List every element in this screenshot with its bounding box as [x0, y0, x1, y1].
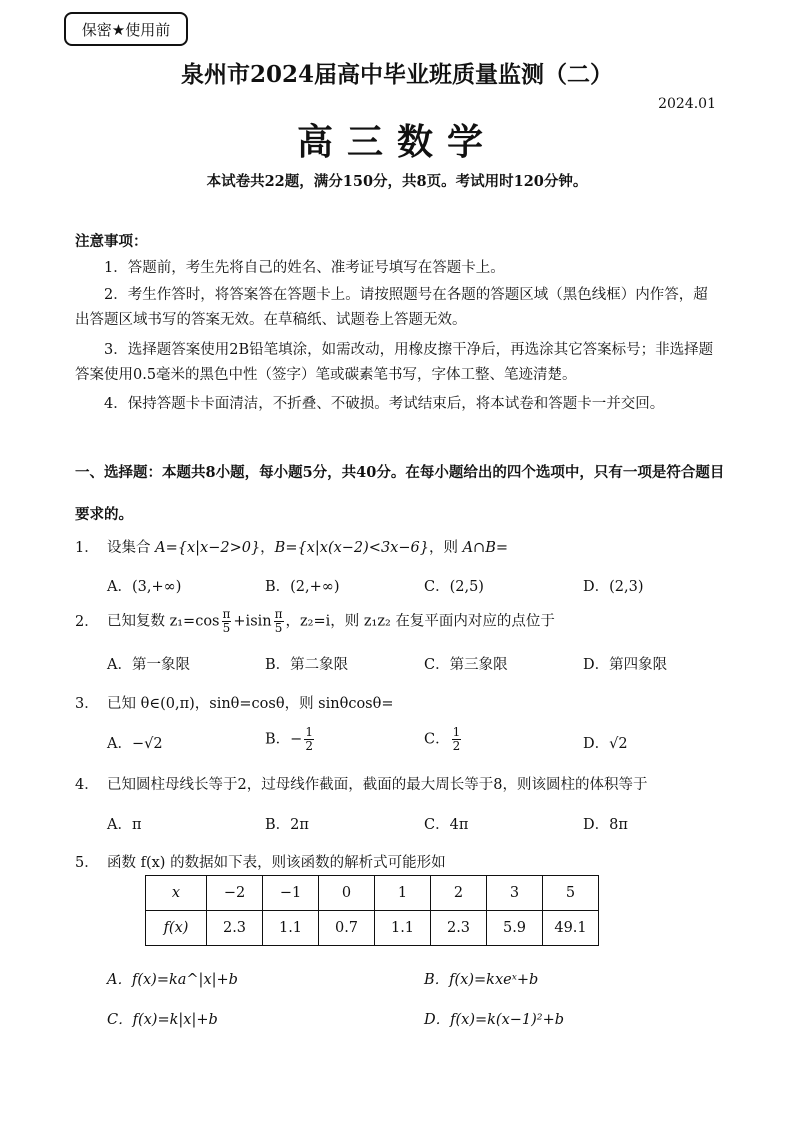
options-q5-row2 [107, 1008, 727, 1036]
intersection: A∩B= [462, 540, 509, 556]
fraction [274, 608, 284, 635]
option-a[interactable]: A．第一象限 [107, 657, 190, 673]
options-q3 [107, 726, 727, 760]
numerator: 1 [305, 725, 313, 739]
option-b[interactable]: B．(2,+∞) [265, 579, 340, 595]
table-cell: 2 [431, 876, 487, 911]
option-d[interactable]: D．(2,3) [583, 579, 644, 595]
question-3 [75, 692, 725, 713]
option-label: C． [424, 731, 450, 748]
denominator: 2 [452, 739, 461, 753]
option-a[interactable]: A．f(x)=ka^|x|+b [107, 972, 238, 988]
question-2 [75, 608, 725, 635]
option-d[interactable]: D．8π [583, 817, 628, 833]
section-heading: 一、选择题：本题共8小题，每小题5分，共40分。在每小题给出的四个选项中，只有一项是符合题目要求的。 [75, 464, 725, 523]
denominator: 5 [274, 621, 283, 635]
option-b[interactable]: B．第二象限 [265, 657, 349, 673]
table-cell: 2.3 [207, 911, 263, 946]
table-cell: −2 [207, 876, 263, 911]
fraction [452, 726, 462, 753]
denominator: 2 [305, 739, 313, 753]
exam-title: 泉州市2024届高中毕业班质量监测（二） [180, 61, 613, 88]
question-number: 5． [75, 855, 99, 871]
option-c[interactable] [424, 726, 463, 753]
question-4 [75, 773, 725, 794]
option-d[interactable]: D．第四象限 [583, 657, 668, 673]
table-cell [146, 876, 207, 911]
option-label: B．− [265, 731, 303, 748]
table-cell: 3 [487, 876, 543, 911]
option-c[interactable]: C．第三象限 [424, 657, 508, 673]
question-text: 已知圆柱母线长等于2，过母线作截面，截面的最大周长等于8，则该圆柱的体积等于 [107, 777, 648, 793]
question-text: ，z₂=i，则 z₁z₂ 在复平面内对应的点位于 [285, 613, 555, 630]
option-a[interactable]: A．−√2 [107, 736, 163, 752]
note-item: 1．答题前，考生先将自己的姓名、准考证号填写在答题卡上。 [104, 260, 505, 276]
option-d[interactable]: D．√2 [583, 736, 628, 752]
table-cell: 5 [543, 876, 599, 911]
note-item: 2．考生作答时，将答案答在答题卡上。请按照题号在各题的答题区域（黑色线框）内作答，超出答题区域书写的答案无效。在草稿纸、试题卷上答题无效。 [75, 287, 708, 328]
table-cell: −1 [263, 876, 319, 911]
fraction [222, 608, 232, 635]
set-b: B={x|x(x−2)<3x−6} [274, 540, 429, 556]
notes-heading: 注意事项： [75, 233, 148, 250]
numerator: 1 [452, 725, 461, 739]
table-row [146, 876, 599, 911]
option-a[interactable]: A．π [107, 817, 142, 833]
numerator: π [222, 607, 231, 621]
table-cell: 5.9 [487, 911, 543, 946]
table-cell: 1.1 [375, 911, 431, 946]
confidential-stamp: 保密★使用前 [64, 12, 188, 46]
numerator: π [274, 607, 283, 621]
option-c[interactable]: C．4π [424, 817, 469, 833]
exam-date: 2024.01 [658, 96, 716, 112]
table-cell: 0.7 [319, 911, 375, 946]
table-cell: 2.3 [431, 911, 487, 946]
table-cell: 49.1 [543, 911, 599, 946]
denominator: 5 [222, 621, 231, 635]
question-text: ，则 [428, 540, 463, 556]
options-q1 [107, 575, 727, 603]
question-text: 设集合 [107, 540, 156, 556]
fraction [304, 726, 314, 753]
set-a: A={x|x−2>0} [155, 540, 261, 556]
cell-text: f(x) [163, 920, 189, 936]
option-b[interactable]: B．2π [265, 817, 309, 833]
function-data-table [145, 875, 599, 946]
option-c[interactable]: C．f(x)=k|x|+b [107, 1012, 218, 1028]
exam-intro: 本试卷共22题，满分150分，共8页。考试用时120分钟。 [206, 173, 588, 190]
note-item: 4．保持答题卡卡面清洁，不折叠、不破损。考试结束后，将本试卷和答题卡一并交回。 [104, 396, 665, 412]
table-cell: 1 [375, 876, 431, 911]
question-number: 3． [75, 696, 99, 712]
question-text: 已知 θ∈(0,π)，sinθ=cosθ，则 sinθcosθ= [107, 696, 394, 712]
option-d[interactable]: D．f(x)=k(x−1)²+b [424, 1012, 565, 1028]
question-number: 4． [75, 777, 99, 793]
subject-title: 高三数学 [296, 121, 497, 163]
table-cell: 0 [319, 876, 375, 911]
cell-text: x [171, 885, 181, 901]
question-text: ， [260, 540, 275, 556]
option-b[interactable]: B．f(x)=kxeˣ+b [424, 972, 539, 988]
table-cell [146, 911, 207, 946]
note-item: 3．选择题答案使用2B铅笔填涂，如需改动，用橡皮擦干净后，再选涂其它答案标号；非选择题答案使用0.5毫米的黑色中性（签字）笔或碳素笔书写，字体工整、笔迹清楚。 [75, 342, 714, 383]
option-b[interactable] [265, 726, 316, 753]
table-row [146, 911, 599, 946]
question-text: +isin [233, 613, 272, 630]
option-c[interactable]: C．(2,5) [424, 579, 484, 595]
question-1 [75, 536, 725, 557]
options-q2 [107, 653, 727, 681]
table-cell: 1.1 [263, 911, 319, 946]
question-number: 1． [75, 540, 99, 556]
options-q4 [107, 813, 727, 841]
option-a[interactable]: A．(3,+∞) [107, 579, 182, 595]
question-number: 2． [75, 613, 99, 630]
question-text: 函数 f(x) 的数据如下表，则该函数的解析式可能形如 [107, 855, 446, 871]
options-q5-row1 [107, 968, 727, 996]
question-text: 已知复数 z₁=cos [107, 613, 220, 630]
question-5 [75, 851, 725, 872]
